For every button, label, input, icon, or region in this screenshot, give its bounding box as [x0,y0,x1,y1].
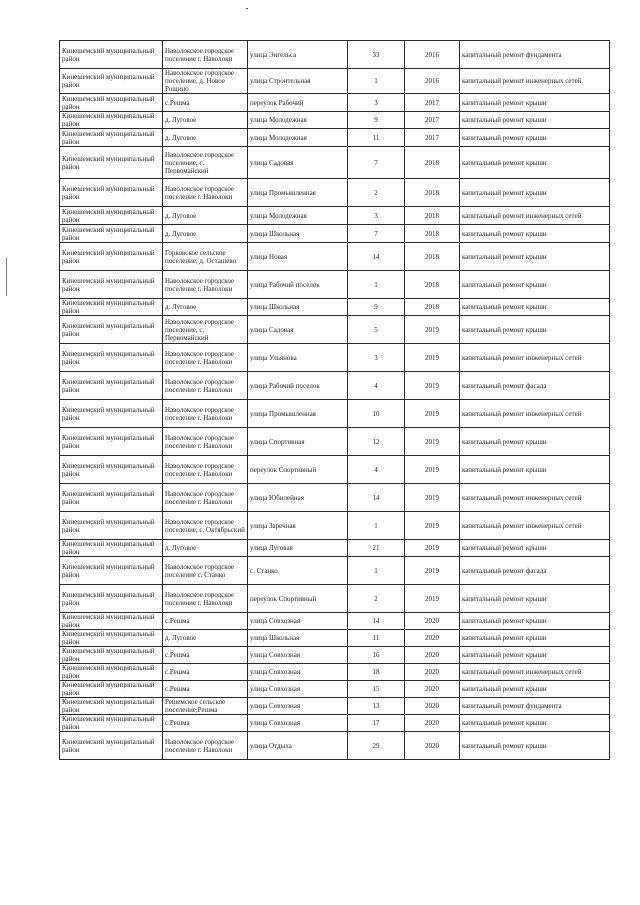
cell-year: 2019 [405,585,460,613]
cell-house-number: 2 [348,179,405,207]
cell-work-type: капитальный ремонт крыши [460,715,610,732]
cell-settlement: Наволокское городское поселение г. Наволоки [163,41,248,69]
cell-street: улица Школьная [248,630,348,647]
cell-year: 2018 [405,299,460,316]
cell-settlement: Решемское сельское поселение,Решма [163,698,248,715]
table-row [60,732,610,760]
cell-year: 2019 [405,344,460,372]
cell-street: с. Станко [248,557,348,585]
cell-house-number: 12 [348,428,405,456]
cell-settlement: Наволокское городское поселение г. Наволоки [163,344,248,372]
table-row [60,428,610,456]
cell-work-type: капитальный ремонт инженерных сетей [460,207,610,225]
scan-speck [246,8,248,9]
cell-settlement: Наволокское городское поселение г. Наволоки [163,484,248,512]
cell-settlement: Наволокское городское поселение г. Наволоки [163,372,248,400]
cell-year: 2019 [405,456,460,484]
cell-district: Кинешемский муниципальный район [60,271,163,299]
cell-work-type: капитальный ремонт фасада [460,372,610,400]
cell-street: улица Отдыха [248,732,348,760]
cell-settlement: с.Решма [163,664,248,681]
table-row [60,512,610,540]
cell-district: Кинешемский муниципальный район [60,94,163,112]
cell-street: улица Рабочий поселок [248,372,348,400]
cell-house-number: 7 [348,225,405,243]
cell-year: 2017 [405,94,460,112]
cell-house-number: 9 [348,112,405,129]
cell-district: Кинешемский муниципальный район [60,112,163,129]
cell-house-number: 29 [348,732,405,760]
cell-house-number: 16 [348,647,405,664]
cell-house-number: 4 [348,372,405,400]
cell-street: переулок Рабочий [248,94,348,112]
cell-year: 2020 [405,664,460,681]
cell-work-type: капитальный ремонт инженерных сетей [460,400,610,428]
cell-work-type: капитальный ремонт крыши [460,112,610,129]
cell-settlement: Наволокское городское поселение г. Наволоки [163,271,248,299]
cell-district: Кинешемский муниципальный район [60,512,163,540]
cell-work-type: капитальный ремонт крыши [460,179,610,207]
cell-street: улица Молодежная [248,129,348,147]
repair-table-body [60,41,610,760]
cell-district: Кинешемский муниципальный район [60,698,163,715]
cell-house-number: 3 [348,344,405,372]
cell-street: улица Совхозная [248,613,348,630]
cell-house-number: 10 [348,400,405,428]
cell-house-number: 1 [348,69,405,94]
cell-district: Кинешемский муниципальный район [60,664,163,681]
table-row [60,129,610,147]
table-row [60,613,610,630]
cell-district: Кинешемский муниципальный район [60,147,163,179]
cell-year: 2017 [405,129,460,147]
table-row [60,681,610,698]
cell-work-type: капитальный ремонт фундамента [460,698,610,715]
cell-work-type: капитальный ремонт фасада [460,557,610,585]
cell-year: 2018 [405,207,460,225]
cell-house-number: 9 [348,299,405,316]
table-row [60,664,610,681]
cell-work-type: капитальный ремонт крыши [460,428,610,456]
cell-street: улица Совхозная [248,681,348,698]
table-row [60,484,610,512]
cell-year: 2019 [405,428,460,456]
cell-house-number: 14 [348,484,405,512]
table-row [60,557,610,585]
cell-work-type: капитальный ремонт крыши [460,94,610,112]
cell-district: Кинешемский муниципальный район [60,428,163,456]
table-row [60,207,610,225]
cell-settlement: д. Луговое [163,299,248,316]
cell-house-number: 7 [348,147,405,179]
cell-settlement: с.Решма [163,94,248,112]
cell-year: 2018 [405,243,460,271]
cell-street: улица Строительная [248,69,348,94]
cell-district: Кинешемский муниципальный район [60,715,163,732]
table-row [60,94,610,112]
cell-street: улица Совхозная [248,647,348,664]
cell-work-type: капитальный ремонт крыши [460,299,610,316]
cell-work-type: капитальный ремонт крыши [460,630,610,647]
table-row [60,112,610,129]
cell-settlement: Наволокское городское поселение с. Станко [163,557,248,585]
cell-year: 2016 [405,41,460,69]
cell-year: 2017 [405,112,460,129]
table-row [60,698,610,715]
cell-street: переулок Спортивный [248,456,348,484]
cell-work-type: капитальный ремонт инженерных сетей [460,69,610,94]
cell-work-type: капитальный ремонт инженерных сетей [460,512,610,540]
table-row [60,647,610,664]
cell-year: 2019 [405,400,460,428]
cell-house-number: 5 [348,316,405,344]
cell-year: 2020 [405,613,460,630]
table-row [60,344,610,372]
table-row [60,372,610,400]
table-row [60,179,610,207]
cell-district: Кинешемский муниципальный район [60,129,163,147]
cell-street: улица Садовая [248,316,348,344]
cell-work-type: капитальный ремонт крыши [460,129,610,147]
cell-house-number: 1 [348,512,405,540]
cell-year: 2019 [405,540,460,557]
cell-settlement: д. Луговое [163,225,248,243]
cell-street: улица Спортивная [248,428,348,456]
cell-district: Кинешемский муниципальный район [60,400,163,428]
cell-year: 2020 [405,715,460,732]
cell-settlement: д. Луговое [163,540,248,557]
cell-work-type: капитальный ремонт крыши [460,147,610,179]
cell-street: улица Совхозная [248,715,348,732]
table-row [60,585,610,613]
cell-work-type: капитальный ремонт крыши [460,316,610,344]
table-row [60,456,610,484]
cell-settlement: Наволокское городское поселение г. Наволоки [163,428,248,456]
cell-year: 2020 [405,647,460,664]
cell-settlement: д. Луговое [163,112,248,129]
cell-settlement: Наволокское городское поселение, с. Октябрьский [163,512,248,540]
cell-district: Кинешемский муниципальный район [60,207,163,225]
cell-settlement: Наволокское городское поселение, с. Первомайский [163,147,248,179]
cell-work-type: капитальный ремонт инженерных сетей [460,344,610,372]
cell-work-type: капитальный ремонт крыши [460,647,610,664]
cell-house-number: 3 [348,94,405,112]
cell-settlement: Наволокское городское поселение, д. Новое Рощино [163,69,248,94]
cell-work-type: капитальный ремонт крыши [460,732,610,760]
cell-house-number: 17 [348,715,405,732]
cell-district: Кинешемский муниципальный район [60,344,163,372]
cell-year: 2020 [405,698,460,715]
cell-street: улица Совхозная [248,698,348,715]
table-row [60,630,610,647]
cell-year: 2018 [405,179,460,207]
cell-district: Кинешемский муниципальный район [60,613,163,630]
cell-street: улица Энгельса [248,41,348,69]
cell-settlement: д. Луговое [163,630,248,647]
cell-street: улица Новая [248,243,348,271]
cell-year: 2019 [405,557,460,585]
table-row [60,316,610,344]
table-row [60,243,610,271]
cell-house-number: 11 [348,129,405,147]
table-row [60,540,610,557]
cell-house-number: 15 [348,681,405,698]
cell-district: Кинешемский муниципальный район [60,225,163,243]
cell-year: 2018 [405,225,460,243]
cell-street: улица Школьная [248,225,348,243]
cell-district: Кинешемский муниципальный район [60,299,163,316]
cell-district: Кинешемский муниципальный район [60,456,163,484]
cell-work-type: капитальный ремонт крыши [460,243,610,271]
cell-work-type: капитальный ремонт крыши [460,225,610,243]
cell-street: улица Промышленная [248,179,348,207]
cell-year: 2019 [405,372,460,400]
margin-mark [6,258,7,296]
cell-year: 2018 [405,147,460,179]
cell-work-type: капитальный ремонт инженерных сетей [460,484,610,512]
cell-street: улица Луговая [248,540,348,557]
cell-work-type: капитальный ремонт инженерных сетей [460,664,610,681]
cell-district: Кинешемский муниципальный район [60,681,163,698]
table-row [60,271,610,299]
cell-work-type: капитальный ремонт крыши [460,456,610,484]
cell-house-number: 4 [348,456,405,484]
cell-year: 2019 [405,484,460,512]
cell-district: Кинешемский муниципальный район [60,585,163,613]
cell-year: 2020 [405,630,460,647]
cell-settlement: Наволокское городское поселение г. Наволоки [163,732,248,760]
cell-work-type: капитальный ремонт крыши [460,613,610,630]
cell-district: Кинешемский муниципальный район [60,630,163,647]
cell-settlement: с.Решма [163,715,248,732]
cell-street: улица Промышленная [248,400,348,428]
cell-settlement: с.Решма [163,681,248,698]
cell-district: Кинешемский муниципальный район [60,372,163,400]
cell-district: Кинешемский муниципальный район [60,484,163,512]
cell-street: улица Совхозная [248,664,348,681]
cell-street: улица Молодежная [248,207,348,225]
cell-year: 2020 [405,681,460,698]
table-row [60,225,610,243]
cell-settlement: Наволокское городское поселение г. Наволоки [163,179,248,207]
cell-work-type: капитальный ремонт крыши [460,681,610,698]
cell-street: улица Рабочий поселок [248,271,348,299]
cell-settlement: Наволокское городское поселение, с. Первомайский [163,316,248,344]
table-row [60,69,610,94]
cell-district: Кинешемский муниципальный район [60,41,163,69]
repair-table [59,40,610,760]
cell-street: переулок Спортивный [248,585,348,613]
cell-district: Кинешемский муниципальный район [60,179,163,207]
cell-house-number: 2 [348,585,405,613]
cell-settlement: д. Луговое [163,129,248,147]
cell-house-number: 1 [348,557,405,585]
cell-year: 2020 [405,732,460,760]
cell-street: улица Школьная [248,299,348,316]
cell-district: Кинешемский муниципальный район [60,540,163,557]
cell-house-number: 13 [348,698,405,715]
cell-settlement: с.Решма [163,647,248,664]
table-row [60,147,610,179]
cell-settlement: с.Решма [163,613,248,630]
cell-settlement: Наволокское городское поселение г. Наволоки [163,456,248,484]
cell-work-type: капитальный ремонт крыши [460,271,610,299]
cell-house-number: 21 [348,540,405,557]
cell-district: Кинешемский муниципальный район [60,557,163,585]
cell-year: 2018 [405,271,460,299]
cell-house-number: 3 [348,207,405,225]
table-row [60,400,610,428]
cell-settlement: Наволокское городское поселение г. Наволоки [163,585,248,613]
cell-district: Кинешемский муниципальный район [60,69,163,94]
cell-year: 2016 [405,69,460,94]
cell-street: улица Садовая [248,147,348,179]
cell-settlement: д. Луговое [163,207,248,225]
cell-house-number: 14 [348,243,405,271]
cell-street: улица Заречная [248,512,348,540]
cell-work-type: капитальный ремонт крыши [460,540,610,557]
cell-settlement: Наволокское городское поселение г. Наволоки [163,400,248,428]
cell-house-number: 14 [348,613,405,630]
cell-settlement: Горковское сельское поселение, д. Осташево [163,243,248,271]
cell-street: улица Ульянова [248,344,348,372]
cell-year: 2019 [405,316,460,344]
cell-house-number: 1 [348,271,405,299]
table-row [60,715,610,732]
cell-street: улица Юбилейная [248,484,348,512]
table-row [60,41,610,69]
cell-district: Кинешемский муниципальный район [60,647,163,664]
cell-house-number: 33 [348,41,405,69]
table-row [60,299,610,316]
cell-year: 2019 [405,512,460,540]
cell-district: Кинешемский муниципальный район [60,316,163,344]
cell-house-number: 11 [348,630,405,647]
cell-house-number: 18 [348,664,405,681]
cell-work-type: капитальный ремонт крыши [460,585,610,613]
cell-district: Кинешемский муниципальный район [60,243,163,271]
cell-work-type: капитальный ремонт фундамента [460,41,610,69]
cell-district: Кинешемский муниципальный район [60,732,163,760]
cell-street: улица Молодежная [248,112,348,129]
